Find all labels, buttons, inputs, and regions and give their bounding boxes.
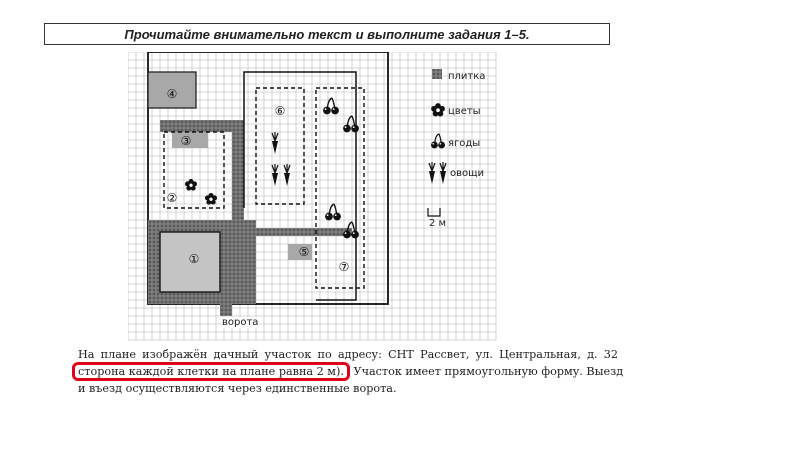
berries-icon [323,98,339,114]
area-3-label: ③ [180,134,192,148]
carrot-icon [284,164,290,186]
carrot-icon [429,162,435,184]
flower-icon [431,103,445,116]
area-7-label: ⑦ [338,260,350,274]
berries-icon [431,134,445,149]
task-paragraph [78,346,624,397]
area-5-label: ⑤ [298,245,310,259]
carrot-icon [272,132,278,154]
instruction-header [44,23,610,45]
carrot-icon [440,162,446,184]
legend-tiles-label: плитка [448,71,486,82]
legend [428,69,485,229]
scale-label: 2 м [429,218,447,229]
legend-flowers-label: цветы [448,106,481,117]
area-6-label: ⑥ [274,104,286,118]
area-1-label: ① [188,252,200,266]
carrot-icon [272,164,278,186]
paragraph-line-1: На плане изображён дачный участок по адресу: СНТ Рассвет, ул. Центральная, д. 32 [78,348,618,361]
area-4-label: ④ [166,87,178,101]
highlighted-phrase: сторона каждой клетки на плане равна 2 м). [72,362,350,381]
legend-vegetables-label: овощи [450,168,485,179]
paragraph-line-2: Участок имеет прямоугольную форму. Выезд [349,365,624,378]
paragraph-line-3: и въезд осуществляются через единственные ворота. [78,382,397,395]
gate-label: ворота [222,317,259,328]
flowers [185,179,217,205]
area-2-label: ② [166,191,178,205]
site-plan [128,52,498,344]
instruction-title: Прочитайте внимательно текст и выполните задания 1–5. [124,27,530,42]
flower-icon [205,193,217,205]
flower-icon [185,179,197,191]
legend-berries-label: ягоды [448,138,481,149]
berries [323,98,359,238]
tile-icon [432,69,442,79]
